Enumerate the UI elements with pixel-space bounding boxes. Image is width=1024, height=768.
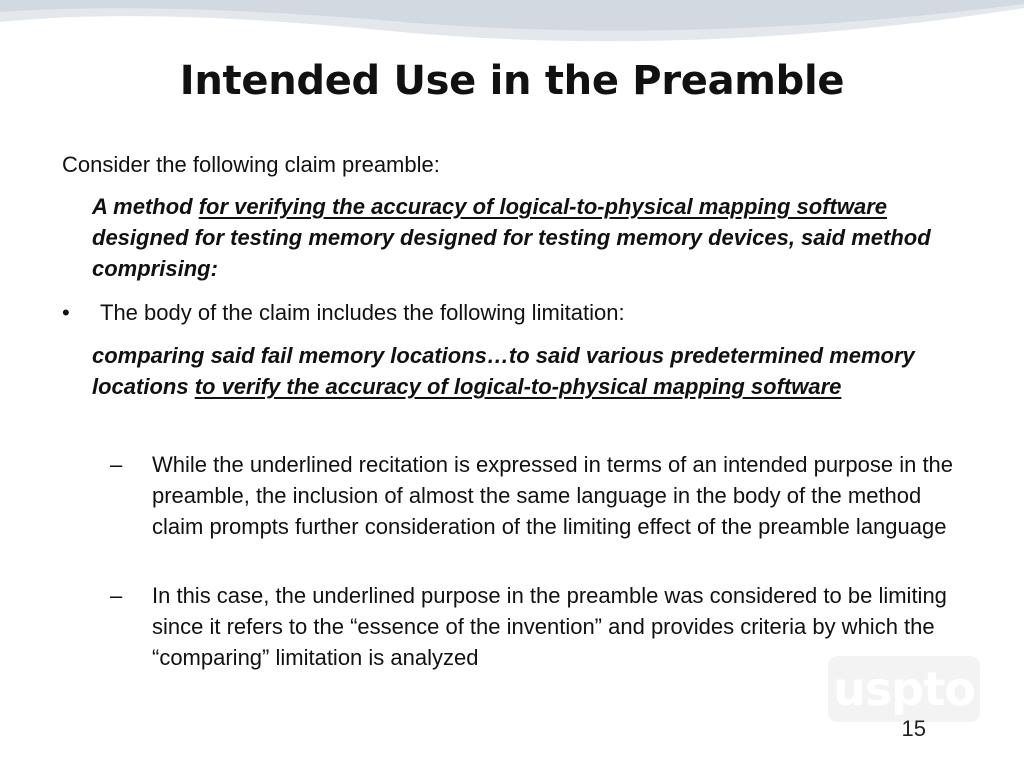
dash-item — [110, 449, 960, 542]
dash-icon: – — [110, 583, 123, 608]
header-swoosh — [0, 0, 1024, 60]
claim-limitation — [92, 340, 972, 402]
claim-preamble-suffix: designed for testing memory designed for testing memory devices, said method comprising: — [92, 225, 931, 281]
page-number: 15 — [901, 716, 926, 741]
claim-preamble-prefix: A method — [92, 194, 199, 219]
bullet-icon: • — [62, 300, 70, 325]
claim-preamble-underlined: for verifying the accuracy of logical-to-physical mapping software — [198, 194, 887, 219]
bullet-item — [62, 300, 625, 326]
dash-icon: – — [110, 452, 123, 477]
intro-text: Consider the following claim preamble: — [62, 152, 440, 177]
bullet-text: The body of the claim includes the following limitation: — [100, 300, 625, 325]
slide-title: Intended Use in the Preamble — [179, 58, 845, 104]
dash-item-text: While the underlined recitation is expressed in terms of an intended purpose in the preamble, the inclusion of almost the same language in the body of the method claim prompts further consideration of the limiting effect of the preamble language — [152, 452, 954, 539]
dash-item-text: In this case, the underlined purpose in the preamble was considered to be limiting since it refers to the “essence of the invention” and provides criteria by which the “comparing” limitation is analyzed — [152, 583, 947, 670]
claim-preamble — [92, 191, 972, 284]
uspto-logo-watermark: uspto — [828, 656, 980, 722]
claim-limitation-prefix: comparing said fail memory locations…to said various predetermined memory locations — [92, 343, 915, 399]
claim-limitation-underlined: to verify the accuracy of logical-to-physical mapping software — [194, 374, 842, 399]
